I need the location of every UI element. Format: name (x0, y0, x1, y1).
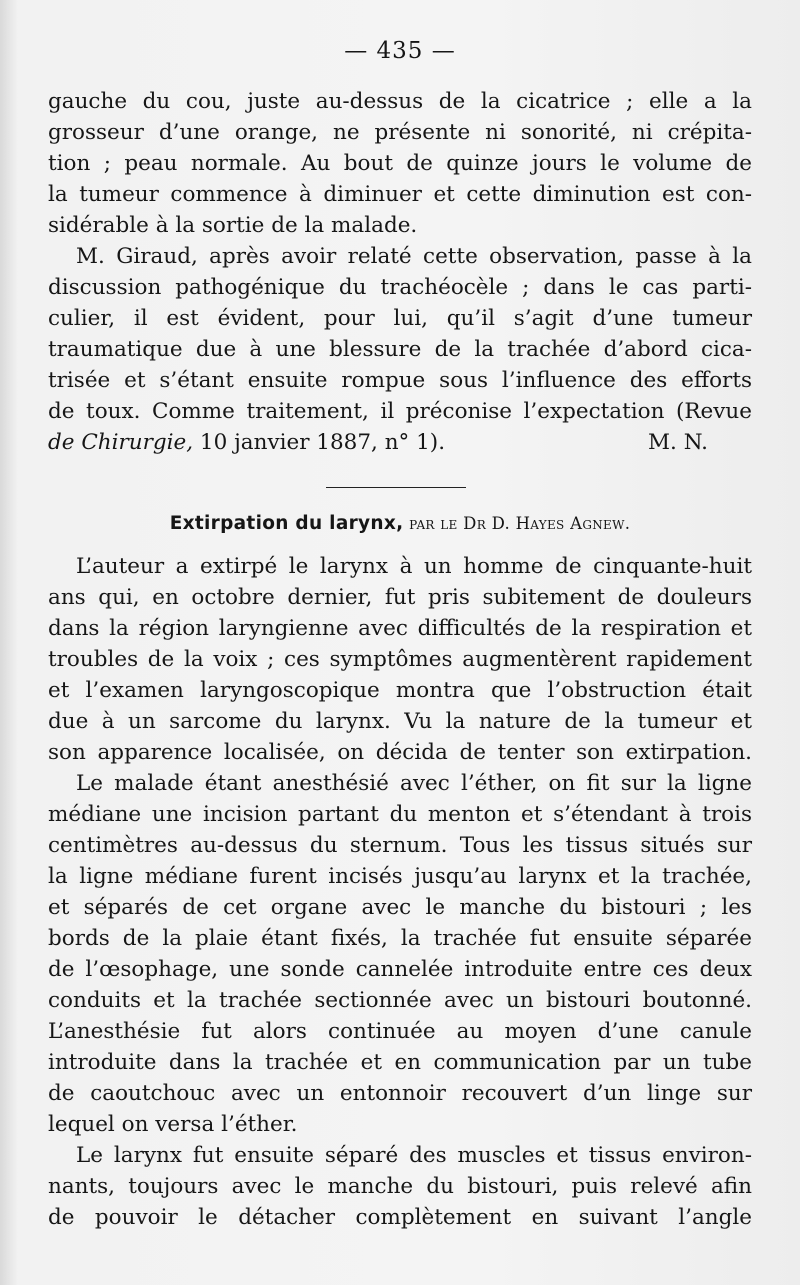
text-line: troubles de la voix ; ces symptômes augmentèrent rapidement (48, 647, 752, 672)
text-line: Le malade étant anesthésié avec l’éther, on fit sur la ligne (76, 771, 752, 796)
text-line: médiane une incision partant du menton et s’étendant à trois (48, 802, 752, 827)
text-line: L’anesthésie fut alors continuée au moyen d’une canule (48, 1019, 752, 1044)
text-line: L’auteur a extirpé le larynx à un homme de cinquante-huit (76, 554, 752, 579)
page-number: — 435 — (344, 38, 456, 64)
text-line: son apparence localisée, on décida de tenter son extirpation. (48, 740, 752, 765)
article-title: Extirpation du larynx, (169, 513, 404, 534)
article-byline: par le Dr D. Hayes Agnew. (409, 514, 631, 533)
text-line: discussion pathogénique du trachéocèle ; dans le cas parti- (48, 275, 752, 300)
article-heading (0, 510, 800, 538)
citation-date: 10 janvier 1887, n° 1). (193, 430, 446, 455)
text-line: Le larynx fut ensuite séparé des muscles et tissus environ- (76, 1143, 752, 1168)
text-line: traumatique due à une blessure de la trachée d’abord cica- (48, 337, 752, 362)
previous-article-text (48, 86, 752, 458)
section-divider (326, 487, 466, 488)
text-line: lequel on versa l’éther. (48, 1112, 298, 1137)
journal-name: de Chirurgie, (48, 430, 194, 455)
text-line: ans qui, en octobre dernier, fut pris subitement de douleurs (48, 585, 752, 610)
text-line: centimètres au-dessus du sternum. Tous les tissus situés sur (48, 833, 752, 858)
text-line: nants, toujours avec le manche du bistouri, puis relevé afin (48, 1174, 752, 1199)
text-line: de pouvoir le détacher complètement en suivant l’angle (48, 1205, 752, 1230)
text-line: dans la région laryngienne avec difficultés de la respiration et (48, 616, 752, 641)
text-line: et séparés de cet organe avec le manche du bistouri ; les (48, 895, 752, 920)
text-line: de caoutchouc avec un entonnoir recouvert d’un linge sur (48, 1081, 752, 1106)
text-line: de toux. Comme traitement, il préconise l’expectation (Revue (48, 399, 752, 424)
text-line: M. Giraud, après avoir relaté cette observation, passe à la (76, 244, 752, 269)
citation-source (48, 427, 445, 458)
text-line: tion ; peau normale. Au bout de quinze jours le volume de (48, 151, 752, 176)
text-line: due à un sarcome du larynx. Vu la nature de la tumeur et (48, 709, 752, 734)
text-line: la tumeur commence à diminuer et cette diminution est con- (48, 182, 752, 207)
text-line: culier, il est évident, pour lui, qu’il s’agit d’une tumeur (48, 306, 752, 331)
text-line: et l’examen laryngoscopique montra que l’obstruction était (48, 678, 752, 703)
text-line: grosseur d’une orange, ne présente ni sonorité, ni crépita- (48, 120, 752, 145)
text-line: la ligne médiane furent incisés jusqu’au larynx et la trachée, (48, 864, 752, 889)
author-signature: M. N. (648, 430, 708, 455)
article-body (48, 551, 752, 1233)
text-line: gauche du cou, juste au-dessus de la cicatrice ; elle a la (48, 89, 752, 114)
citation-line (48, 427, 752, 458)
text-line: conduits et la trachée sectionnée avec un bistouri boutonné. (48, 988, 752, 1013)
text-line: de l’œsophage, une sonde cannelée introduite entre ces deux (48, 957, 752, 982)
text-line: trisée et s’étant ensuite rompue sous l’influence des efforts (48, 368, 752, 393)
text-line: introduite dans la trachée et en communication par un tube (48, 1050, 752, 1075)
text-line: bords de la plaie étant fixés, la trachée fut ensuite séparée (48, 926, 752, 951)
text-line: sidérable à la sortie de la malade. (48, 213, 418, 238)
